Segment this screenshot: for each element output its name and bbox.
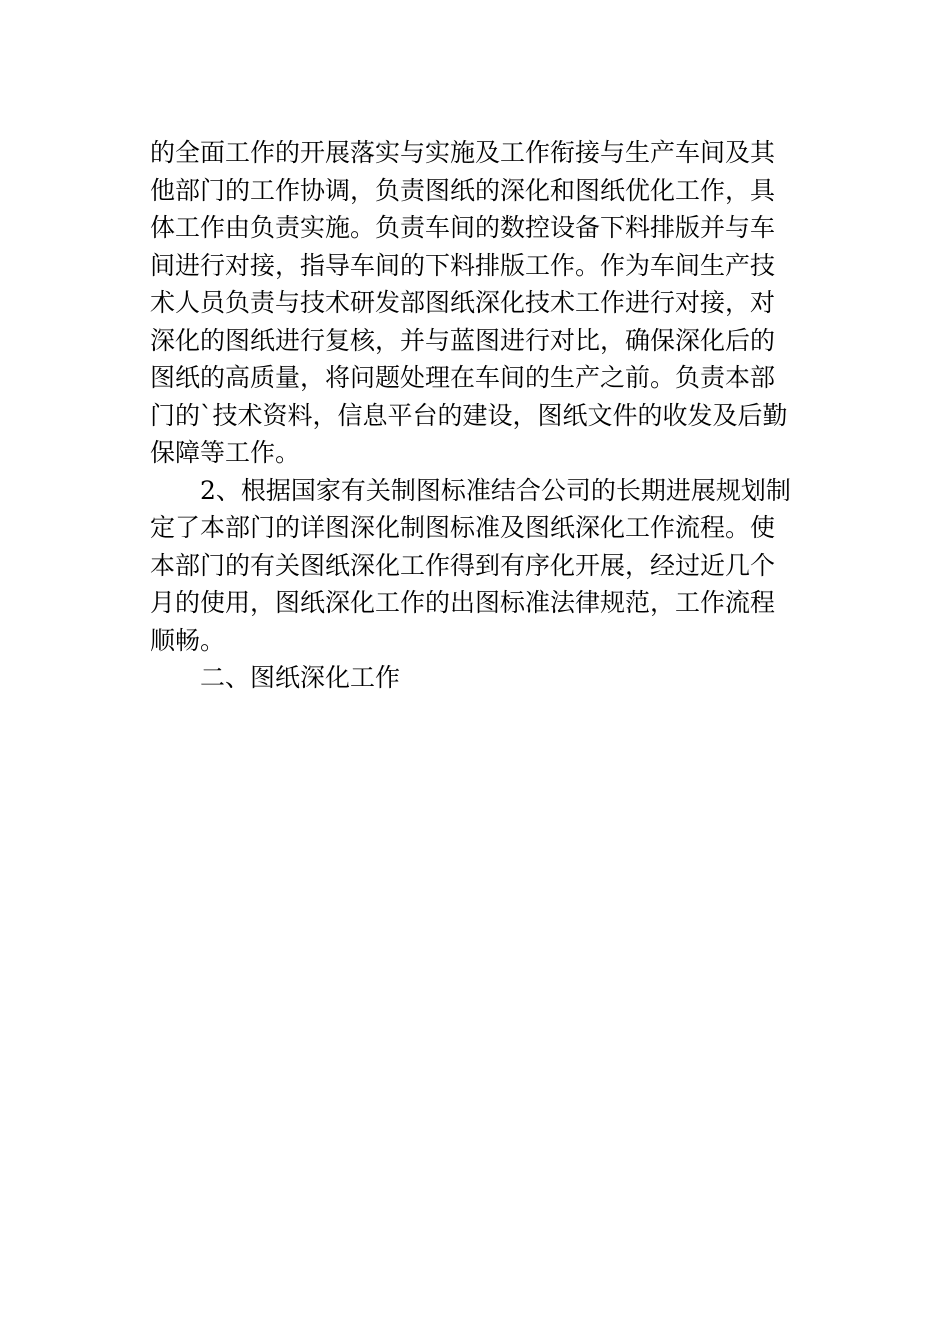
paragraph-line: 深化的图纸进行复核，并与蓝图进行对比，确保深化后的	[150, 325, 776, 355]
paragraph-line: 月的使用，图纸深化工作的出图标准法律规范，工作流程	[150, 588, 776, 617]
document-body	[150, 126, 810, 692]
paragraph-2	[150, 464, 810, 655]
paragraph-line: 2、根据国家有关制图标准结合公司的长期进展规划制	[200, 475, 791, 505]
paragraph-line: 他部门的工作协调，负责图纸的深化和图纸优化工作，具	[150, 175, 776, 205]
paragraph-1	[150, 126, 810, 467]
paragraph-line: 定了本部门的详图深化制图标准及图纸深化工作流程。使	[150, 513, 776, 542]
paragraph-line: 门的`技术资料，信息平台的建设，图纸文件的收发及后勤	[150, 400, 788, 430]
paragraph-line: 术人员负责与技术研发部图纸深化技术工作进行对接，对	[150, 288, 776, 317]
paragraph-line: 的全面工作的开展落实与实施及工作衔接与生产车间及其	[150, 138, 776, 167]
paragraph-line: 保障等工作。	[150, 438, 301, 467]
section-heading: 二、图纸深化工作	[200, 663, 401, 692]
paragraph-line: 图纸的高质量，将问题处理在车间的生产之前。负责本部	[150, 363, 776, 392]
paragraph-line: 顺畅。	[150, 625, 226, 655]
paragraph-line: 本部门的有关图纸深化工作得到有序化开展，经过近几个	[150, 550, 776, 580]
section-heading-block	[150, 651, 810, 692]
paragraph-line: 间进行对接，指导车间的下料排版工作。作为车间生产技	[150, 250, 776, 280]
paragraph-line: 体工作由负责实施。负责车间的数控设备下料排版并与车	[150, 213, 776, 242]
